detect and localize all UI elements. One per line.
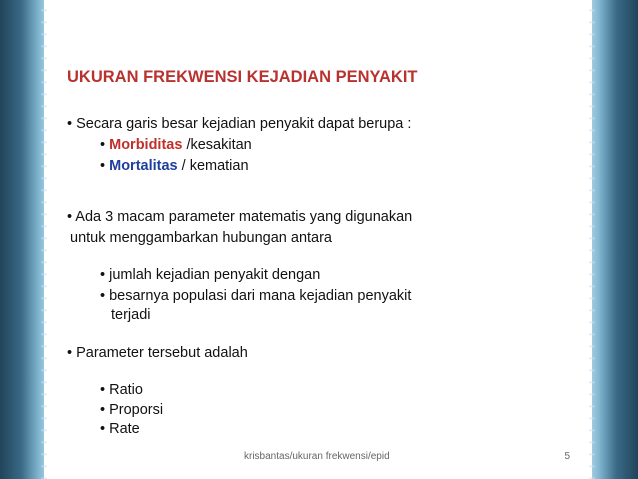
term-mortalitas: Mortalitas (109, 158, 178, 174)
term-morbiditas: Morbiditas (109, 137, 183, 153)
bullet-intro: • Secara garis besar kejadian penyakit dapat berupa : (67, 116, 412, 132)
bullet-proporsi: • Proporsi (100, 402, 164, 418)
bullet-jumlah: • jumlah kejadian penyakit dengan (100, 267, 321, 283)
slide-title: UKURAN FREKWENSI KEJADIAN PENYAKIT (67, 68, 418, 86)
bullet-populasi: • besarnya populasi dari mana kejadian penyakit (100, 288, 412, 304)
bullet-morbiditas (100, 137, 252, 153)
bullet-prefix: • (100, 137, 110, 153)
bullet-prefix: • (100, 158, 110, 174)
slide-content (44, 0, 592, 479)
slide-footer: krisbantas/ukuran frekwensi/epid (244, 451, 390, 462)
page-number: 5 (564, 451, 570, 462)
bullet-parameter-list: • Parameter tersebut adalah (67, 345, 248, 361)
bullet-rate: • Rate (100, 421, 140, 437)
right-border-decoration (590, 0, 638, 479)
term-suffix: / kematian (177, 158, 249, 174)
bullet-mortalitas (100, 158, 249, 174)
term-suffix: /kesakitan (182, 137, 252, 153)
bullet-parameters: • Ada 3 macam parameter matematis yang digunakan (67, 209, 413, 225)
bullet-parameters-cont: untuk menggambarkan hubungan antara (70, 230, 332, 246)
bullet-populasi-cont: terjadi (111, 307, 151, 323)
bullet-ratio: • Ratio (100, 382, 143, 398)
